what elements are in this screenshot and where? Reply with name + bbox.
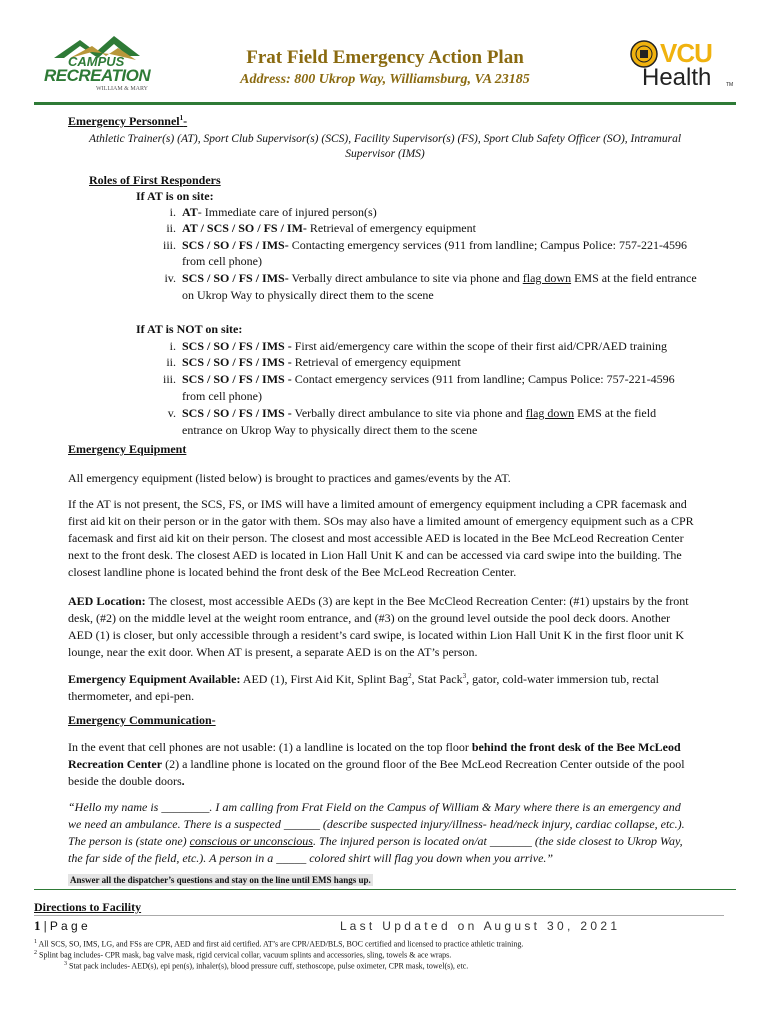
- list-number: i.: [169, 339, 176, 353]
- vcu-health-logo: [628, 38, 740, 94]
- vcu-text: VCU: [660, 38, 712, 68]
- list-number: iii.: [162, 372, 176, 386]
- footnote-2: $^2$ Splint bag includes- CPR mask, bag valve mask, rigid cervical collar, vacuum splints and accessories, sling, towels & ace wraps.: [34, 950, 452, 960]
- section-divider: [34, 889, 736, 890]
- equipment-heading: Emergency Equipment: [68, 442, 187, 456]
- personnel-line-2: Supervisor (IMS): [345, 148, 425, 160]
- address-line: Address: 800 Ukrop Way, Williamsburg, VA 23185: [240, 72, 530, 87]
- list-item: AT- Immediate care of injured person(s): [182, 205, 377, 219]
- health-text: Health: [642, 64, 712, 91]
- list-item: AT / SCS / SO / FS / IM- Retrieval of emergency equipment: [182, 221, 476, 235]
- communication-heading: Emergency Communication-: [68, 713, 216, 727]
- list-item-continued: from cell phone): [182, 254, 262, 268]
- list-item: SCS / SO / FS / IMS- Verbally direct ambulance to site via phone and flag down EMS at the field entrance: [182, 271, 697, 285]
- last-updated: L a s t U p d a t e d o n A u g u s t 3 0 , 2 0 2 1: [340, 919, 618, 933]
- page-number: 1 | P a g e: [34, 918, 88, 933]
- personnel-heading: Emergency Personnel$^1$-: [68, 114, 188, 128]
- flag-down-text: flag down: [525, 406, 575, 420]
- not-on-site-heading: If AT is NOT on site:: [136, 322, 243, 336]
- list-item: SCS / SO / FS / IMS - First aid/emergency care within the scope of their first aid/CPR/AED training: [182, 339, 668, 353]
- aed-location-paragraph: AED Location: The closest, most accessible AEDs (3) are kept in the Bee McCleod Recreation Center: (#1) upstairs by the front desk, (#2) on the middle level at the weight room entrance, and (#3) on the ground level outside the pool deck doors. Another AED (1) is closer, but only accessible through a resident’s card swipe, is located within Lion Hall Unit K in the first floor unit K lounge, near the exit door. When AT is present, a separate AED is on the AT’s person.: [68, 594, 689, 659]
- list-number: v.: [167, 406, 176, 420]
- page-title: Frat Field Emergency Action Plan: [246, 47, 524, 68]
- communication-paragraph: In the event that cell phones are not usable: (1) a landline is located on the top floor behind the front desk of the Bee McLeod Recreation Center (2) a landline phone is located on the ground floor of the Bee McLeod Recreation Center outside of the pool beside the double doors.: [68, 740, 685, 788]
- equipment-available-paragraph: Emergency Equipment Available: AED (1), First Aid Kit, Splint Bag$^2$, Stat Pack$^3$, gator, cold-water immersion tub, rectal thermometer, and epi-pen.: [68, 672, 659, 703]
- footer-divider: [34, 915, 724, 916]
- personnel-line-1: Athletic Trainer(s) (AT), Sport Club Supervisor(s) (SCS), Facility Supervisor(s) (FS), Sport Club Safety Officer (SO), Intramural: [88, 133, 682, 145]
- list-item-continued: on Ukrop Way to physically direct them to the scene: [182, 288, 434, 302]
- dispatcher-note: Answer all the dispatcher’s questions and stay on the line until EMS hangs up.: [70, 875, 371, 885]
- list-number: iv.: [164, 271, 176, 285]
- list-item: SCS / SO / FS / IMS - Retrieval of emergency equipment: [182, 355, 461, 369]
- dispatcher-script: “Hello my name is ________. I am calling from Frat Field on the Campus of William & Mary where there is an emergency and we need an ambulance. There is a suspected ______ (describe suspected injury/illness- head/neck injury, cardiac collapse, etc.). The person is (state one) conscious or unconscious. The injured person is located on/at _______ (the side closest to Ukrop Way, the far side of the field, etc.). A person in a _____ colored shirt will flag you down when you arrive.”: [68, 800, 685, 865]
- directions-heading: Directions to Facility: [34, 900, 142, 914]
- equipment-paragraph-2: If the AT is not present, the SCS, FS, or IMS will have a limited amount of emergency equipment including a CPR facemask and first aid kit on their person or in the gator with them. SOs may also have a limited amount of emergency equipment such as a CPR facemask and first aid kit on their person. The closest and most accessible AED is located in the Bee McLeod Recreation Center next to the front desk. The closest AED is located in Lion Hall Unit K and can be accessed via card swipe into the building. The closest landline phone is located behind the front desk of the Bee McLeod Recreation Center.: [68, 497, 694, 579]
- logo-wm-text: WILLIAM & MARY: [96, 86, 148, 92]
- header-divider: [34, 102, 736, 105]
- list-item-continued: from cell phone): [182, 389, 262, 403]
- footnote-1: $^1$ All SCS, SO, IMS, LG, and FSs are CPR, AED and first aid certified. AT’s are CPR/AED/BLS, BOC certified and licensed to practice athletic training.: [34, 939, 524, 949]
- list-number: iii.: [162, 238, 176, 252]
- equipment-paragraph-1: All emergency equipment (listed below) is brought to practices and games/events by the AT.: [68, 471, 511, 485]
- list-number: ii.: [166, 355, 176, 369]
- logo-campus-text: CAMPUS: [68, 54, 125, 69]
- list-item: SCS / SO / FS / IMS- Contacting emergency services (911 from landline; Campus Police: 757-221-4596: [182, 238, 687, 252]
- list-number: ii.: [166, 221, 176, 235]
- list-item: SCS / SO / FS / IMS - Contact emergency services (911 from landline; Campus Police: 757-221-4596: [182, 372, 675, 386]
- list-number: i.: [169, 205, 176, 219]
- list-item: SCS / SO / FS / IMS - Verbally direct ambulance to site via phone and flag down EMS at the field: [182, 406, 657, 420]
- tm-mark: TM: [726, 82, 734, 88]
- list-item-continued: entrance on Ukrop Way to physically direct them to the scene: [182, 423, 478, 437]
- on-site-heading: If AT is on site:: [136, 189, 214, 203]
- footnote-3: $^3$ Stat pack includes- AED(s), epi pen(s), inhaler(s), blood pressure cuff, stethoscope, pulse oximeter, CPR mask, towel(s), etc.: [64, 961, 469, 971]
- flag-down-text: flag down: [522, 271, 572, 285]
- roles-heading: Roles of First Responders: [89, 173, 221, 187]
- logo-recreation-text: RECREATION: [44, 66, 151, 85]
